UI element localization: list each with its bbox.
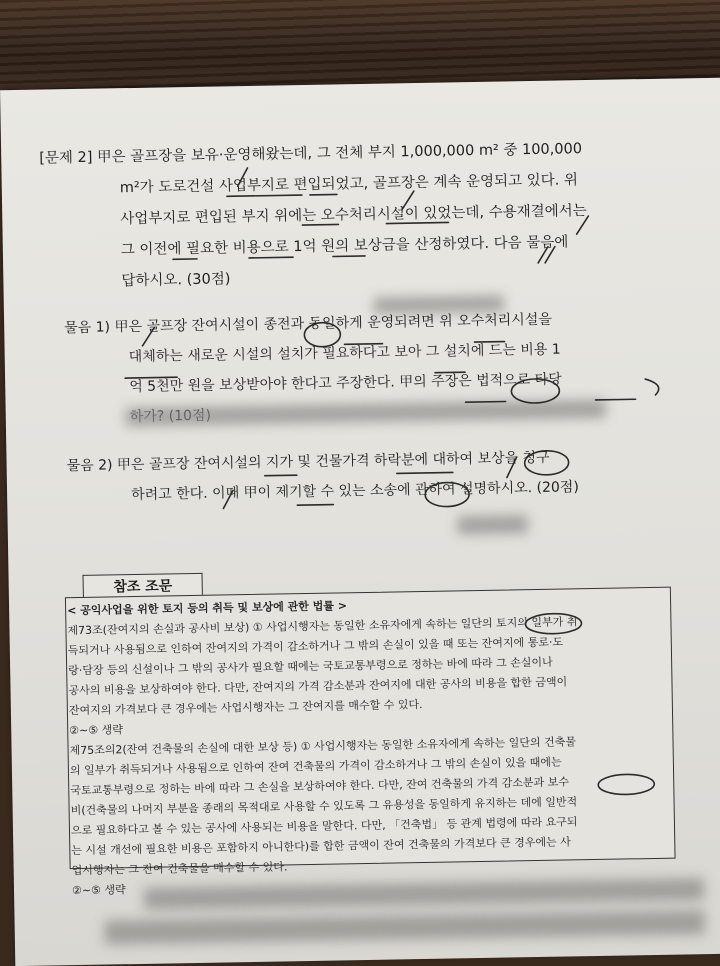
reference-law-title: < 공익사업을 위한 토지 등의 취득 및 보상에 관한 법률 > [67,591,667,621]
reference-line: 공사의 비용을 보상하여야 한다. 다만, 잔여지의 가격 감소분과 잔여지에 대한 공사의 비용을 합한 금액이 [68,671,668,701]
problem-line: 그 이전에 필요한 비용으로 1억 원의 보상금을 산정하였다. 다음 물음에 [41,225,681,267]
question-line: 억 5천만 원을 보상받아야 한다고 주장한다. 甲의 주장은 법적으로 타당 [65,362,685,403]
exam-paper [0,78,720,966]
reference-line: 의 일부가 취득되거나 사용됨으로 인하여 잔여 건축물의 가격이 감소하거나 그 밖의 손실이 있을 때에는 [70,751,670,781]
reference-line: 랑·담장 등의 신설이나 그 밖의 공사가 필요할 때에는 국토교통부령으로 정하는 바에 따라 그 손실이나 [68,651,668,681]
reference-line: 국토교통부령으로 정하는 바에 따라 그 손실을 보상하여야 한다. 다만, 잔여 건축물의 가격 감소분과 보수 [70,771,670,801]
redacted-mark [105,910,705,944]
question-line: 하려고 한다. 이때 甲이 제기할 수 있는 소송에 관하여 설명하시오. (20점) [67,470,687,511]
question-line: 물음 2) 甲은 골프장 잔여시설의 지가 및 건물가격 하락분에 대하여 보상을 청구 [66,440,686,481]
reference-line: 득되거나 사용됨으로 인하여 잔여지의 가격이 감소하거나 그 밖의 손실이 있을 때 또는 잔여지에 통로·도 [68,631,668,661]
reference-line: ②~⑤ 생략 [72,871,672,901]
reference-tab: 참조 조문 [83,573,203,600]
problem-line: 답하시오. (30점) [41,256,681,298]
problem-label: [문제 2] [39,150,92,167]
question-line: 대체하는 새로운 시설의 설치가 필요하다고 보아 그 설치에 드는 비용 1 [64,332,684,373]
question-line: 물음 1) 甲은 골프장 잔여시설이 종전과 동일하게 운영되려면 위 오수처리시설을 [64,302,684,343]
reference-line: 제75조의2(잔여 건축물의 손실에 대한 보상 등) ① 사업시행자는 동일한 소유자에게 속하는 일단의 건축물 [69,731,669,761]
problem-line: 사업부지로 편입된 부지 위에는 오수처리시설이 있었는데, 수용재결에서는 [40,194,680,236]
question-2 [66,440,687,511]
reference-line: 제73조(잔여지의 손실과 공사비 보상) ① 사업시행자는 동일한 소유자에게 속하는 일단의 토지의 일부가 취 [67,611,667,641]
reference-line: 으로 필요하다고 볼 수 있는 공사에 사용되는 비용을 말한다. 다만, 「건축법」 등 관계 법령에 따라 요구되 [71,811,671,841]
reference-line: 업시행자는 그 잔여 건축물을 매수할 수 있다. [72,851,672,881]
redacted-mark [458,515,528,534]
problem-text: 甲은 골프장을 보유·운영해왔는데, 그 전체 부지 1,000,000 m² 중 100,000 [97,141,582,165]
problem-2 [39,132,682,298]
reference-line: 비(건축물의 나머지 부분을 종래의 목적대로 사용할 수 있도록 그 유용성을 동일하게 유지하는 데에 일반적 [70,791,670,821]
reference-line: 는 시설 개선에 필요한 비용은 포함하지 아니한다)를 합한 금액이 잔여 건축물의 가격보다 큰 경우에는 사 [71,831,671,861]
reference-line: 잔여지의 가격보다 큰 경우에는 사업시행자는 그 잔여지를 매수할 수 있다. [69,691,669,721]
problem-line: m²가 도로건설 사업부지로 편입되었고, 골프장은 계속 운영되고 있다. 위 [40,163,680,205]
reference-line: ②~⑤ 생략 [69,711,669,741]
